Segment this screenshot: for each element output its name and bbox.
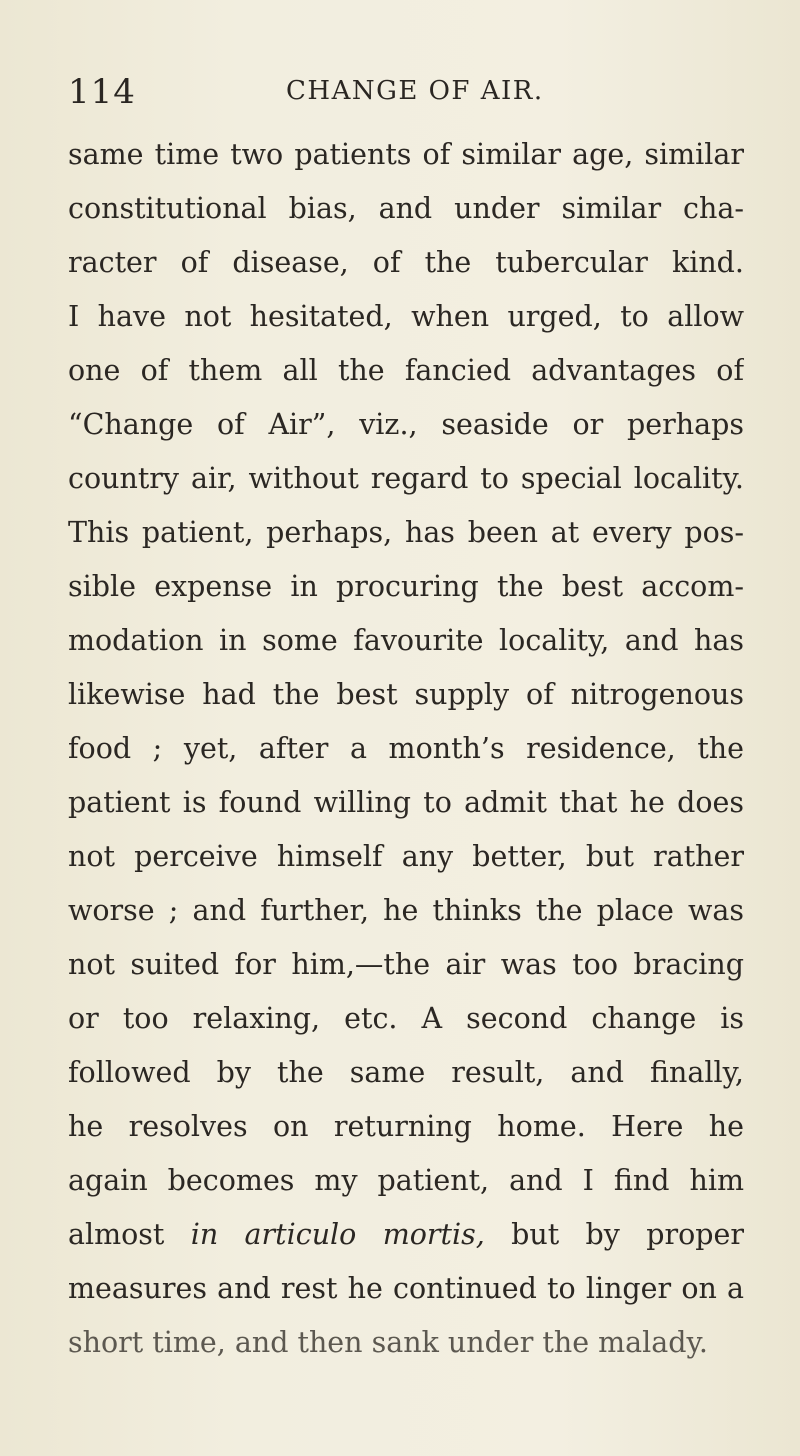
text-line-7: country air, without regard to special locality.	[68, 462, 744, 495]
body-text	[68, 128, 744, 1370]
text-line-1: same time two patients of similar age, similar	[68, 138, 744, 171]
text-line-4: I have not hesitated, when urged, to allow	[68, 300, 744, 333]
latin-phrase: in articulo mortis,	[190, 1218, 485, 1251]
text-line-6: “Change of Air”, viz., seaside or perhaps	[68, 408, 744, 441]
text-line-12: food ; yet, after a month’s residence, the	[68, 732, 744, 765]
text-line-13: patient is found willing to admit that he does	[68, 786, 744, 819]
text-line-10: modation in some favourite locality, and has	[68, 624, 744, 657]
text-line-20: again becomes my patient, and I find him	[68, 1164, 744, 1197]
text-line-14: not perceive himself any better, but rather	[68, 840, 744, 873]
running-head	[68, 72, 708, 120]
text-line-17: or too relaxing, etc. A second change is	[68, 1002, 744, 1035]
text-line-15: worse ; and further, he thinks the place was	[68, 894, 744, 927]
text-line-11: likewise had the best supply of nitrogenous	[68, 678, 744, 711]
text-line-21-before: almost	[68, 1218, 165, 1251]
text-line-16: not suited for him,—the air was too bracing	[68, 948, 744, 981]
text-line-23: short time, and then sank under the malady.	[68, 1326, 708, 1359]
text-line-21-after: but by proper	[511, 1218, 744, 1251]
text-line-18: followed by the same result, and finally,	[68, 1056, 744, 1089]
text-line-8: This patient, perhaps, has been at every pos-	[68, 516, 744, 549]
running-title: CHANGE OF AIR.	[286, 76, 544, 106]
text-line-9: sible expense in procuring the best accom-	[68, 570, 744, 603]
text-line-21	[68, 1208, 744, 1262]
text-line-2: constitutional bias, and under similar cha-	[68, 192, 744, 225]
page-number: 114	[68, 72, 136, 112]
text-line-19: he resolves on returning home. Here he	[68, 1110, 744, 1143]
text-line-3: racter of disease, of the tubercular kind.	[68, 246, 744, 279]
text-line-22: measures and rest he continued to linger on a	[68, 1272, 744, 1305]
text-line-5: one of them all the fancied advantages of	[68, 354, 744, 387]
